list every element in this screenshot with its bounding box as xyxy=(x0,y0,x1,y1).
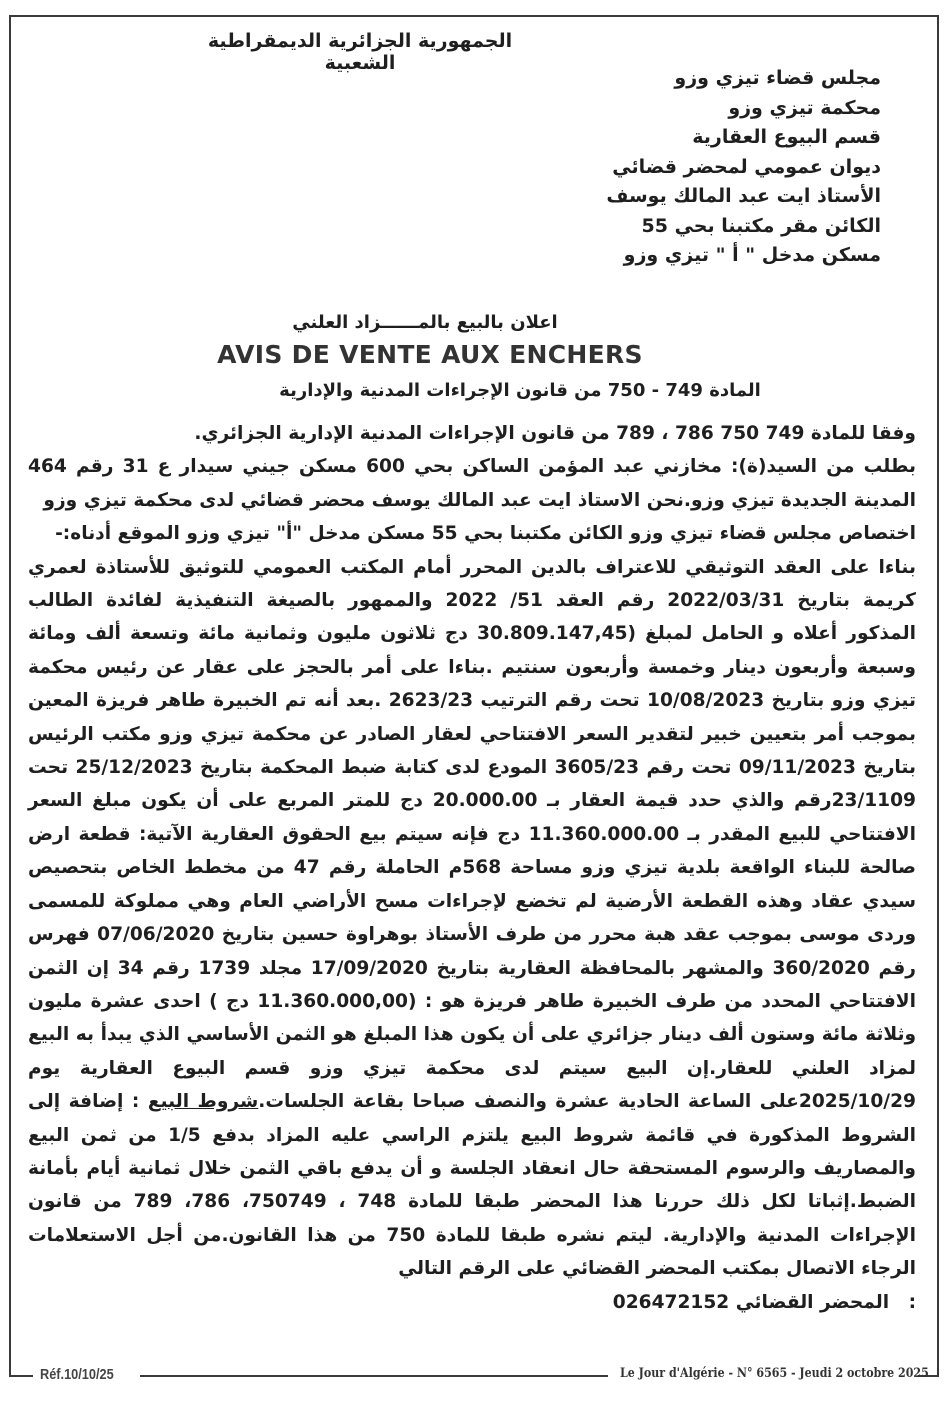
contact-line xyxy=(28,1286,916,1319)
issuer-line-bailiff: الأستاذ ايت عبد المالك يوسف xyxy=(606,185,881,207)
issuer-line-court: محكمة تيزي وزو xyxy=(728,96,881,119)
conditions-text: : إضافة إلى الشروط المذكورة في قائمة شروط البيع يلتزم الراسي عليه المزاد بدفع 1/5 من ثمن البيع والمصاريف والرسوم المستحقة حال انعقاد الجلسة و أن يدفع باقي الثمن خلال ثمانية أيام بأمانة الضبط.إثباتا لكل ذلك حررنا هذا المحضر طبقا للمادة 748 ، 750749، 786، 789 من قانون الإجراءات المدنية والإدارية. ليتم نشره طبقا للمادة 750 من هذا القانون.من أجل الاستعلامات الرجاء الاتصال بمكتب المحضر القضائي على الرقم التالي xyxy=(28,1091,917,1280)
issuer-line-address: الكائن مقر مكتبنا بحي 55 xyxy=(641,214,881,237)
republic-heading: الجمهورية الجزائرية الديمقراطية الشعبية xyxy=(207,30,513,74)
border-right-end xyxy=(937,1350,939,1377)
issuer-line-court-council: مجلس قضاء تيزي وزو xyxy=(674,67,881,89)
contact-separator: : xyxy=(908,1291,916,1313)
issuer-line-office: ديوان عمومي لمحضر قضائي xyxy=(612,155,881,178)
footer-reference: Réf.10/10/25 xyxy=(40,1366,114,1383)
title-arabic: اعلان بالبيع بالمــــــزاد العلني xyxy=(292,312,558,333)
border-bottom-left xyxy=(9,1375,33,1377)
footer-publication: Le Jour d'Algérie - N° 6565 - Jeudi 2 octobre 2025 xyxy=(620,1366,929,1381)
issuer-block xyxy=(581,64,881,271)
jurisdiction-paragraph: اختصاص مجلس قضاء تيزي وزو الكائن مكتبنا بحي 55 مسكن مدخل "أ" تيزي وزو الموقع أدناه:- xyxy=(55,523,916,545)
issuer-line-address-2: مسكن مدخل " أ " تيزي وزو xyxy=(623,244,881,266)
requester-paragraph: بطلب من السيد(ة): مخازني عبد المؤمن الساكن بحي 600 مسكن جيني سيدار ع 31 رقم 464 المدينة الجديدة تيزي وزو.نحن الاستاذ ايت عبد المالك يوسف محضر قضائي لدى محكمة تيزي وزو xyxy=(28,456,916,511)
article-reference: المادة 749 - 750 من قانون الإجراءات المدنية والإدارية xyxy=(279,380,761,401)
sale-details-paragraph xyxy=(28,551,916,1286)
title-french: AVIS DE VENTE AUX ENCHERS xyxy=(217,340,643,369)
notice-body xyxy=(28,417,916,1319)
legal-basis-paragraph: وفقا للمادة 749 750 786 ، 789 من قانون الإجراءات المدنية الإدارية الجزائري. xyxy=(194,423,916,444)
contact-phone: 026472152 xyxy=(612,1291,730,1313)
contact-label: المحضر القضائي xyxy=(735,1291,890,1313)
issuer-line-section: قسم البيوع العقارية xyxy=(692,126,881,148)
border-bottom-mid xyxy=(140,1375,608,1377)
sale-details-text: بناءا على العقد التوثيقي للاعتراف بالدين المحرر أمام المكتب العمومي للتوثيق للأستاذة لعمري كريمة بتاريخ 2022/03/31 رقم العقد 51/ 2022 والممهور بالصيغة التنفيذية لفائدة الطالب المذكور أعلاه و الحامل لمبلغ (30.809.147,45 دج ثلاثون مليون وثمانية مائة وتسعة ألف ومائة وسبعة وأربعون دينار وخمسة وأربعون سنتيم .بناءا على أمر بالحجز على عقار عن رئيس محكمة تيزي وزو بتاريخ 10/08/2023 تحت رقم الترتيب 2623/23 .بعد أنه تم الخبيرة طاهر فريزة المعين بموجب أمر بتعيين خبير لتقدير السعر الافتتاحي لعقار الصادر عن محكمة تيزي وزو مكتب الرئيس بتاريخ 09/11/2023 تحت رقم 3605/23 المودع لدى كتابة ضبط المحكمة بتاريخ 25/12/2023 تحت 23/1109رقم والذي حدد قيمة العقار بـ 20.000.00 دج للمتر المربع على أن يكون مبلغ السعر الافتتاحي للبيع المقدر بـ 11.360.000.00 دج فإنه سيتم بيع الحقوق العقارية الآتية: قطعة ارض صالحة للبناء الواقعة بلدية تيزي وزو مساحة 568م الحاملة رقم 47 من مخطط الخاص بتحصيص سيدي عقاد وهذه القطعة الأرضية لم تخضع لإجراءات مسح الأراضي العام وهي مملوكة للمسمى وردى موسى بموجب عقد هبة محرر من طرف الأستاذ بوهراوة حسين بتاريخ 07/06/2020 فهرس رقم 360/2020 والمشهر بالمحافظة العقارية بتاريخ 17/09/2020 مجلد 1739 رقم 34 إن الثمن الافتتاحي المحدد من طرف الخبيرة طاهر فريزة هو : (11.360.000,00 دج ) احدى عشرة مليون وثلاثة مائة وستون ألف دينار جزائري على أن يكون هذا المبلغ هو الثمن الأساسي الذي يبدأ به البيع لمزاد العلني للعقار.إن البيع سيتم لدى محكمة تيزي وزو قسم البيوع العقارية يوم 2025/10/29على الساعة الحادية عشرة والنصف صباحا بقاعة الجلسات. xyxy=(28,556,917,1113)
conditions-label: شروط البيع xyxy=(147,1091,259,1113)
border-left-end xyxy=(9,1350,11,1377)
